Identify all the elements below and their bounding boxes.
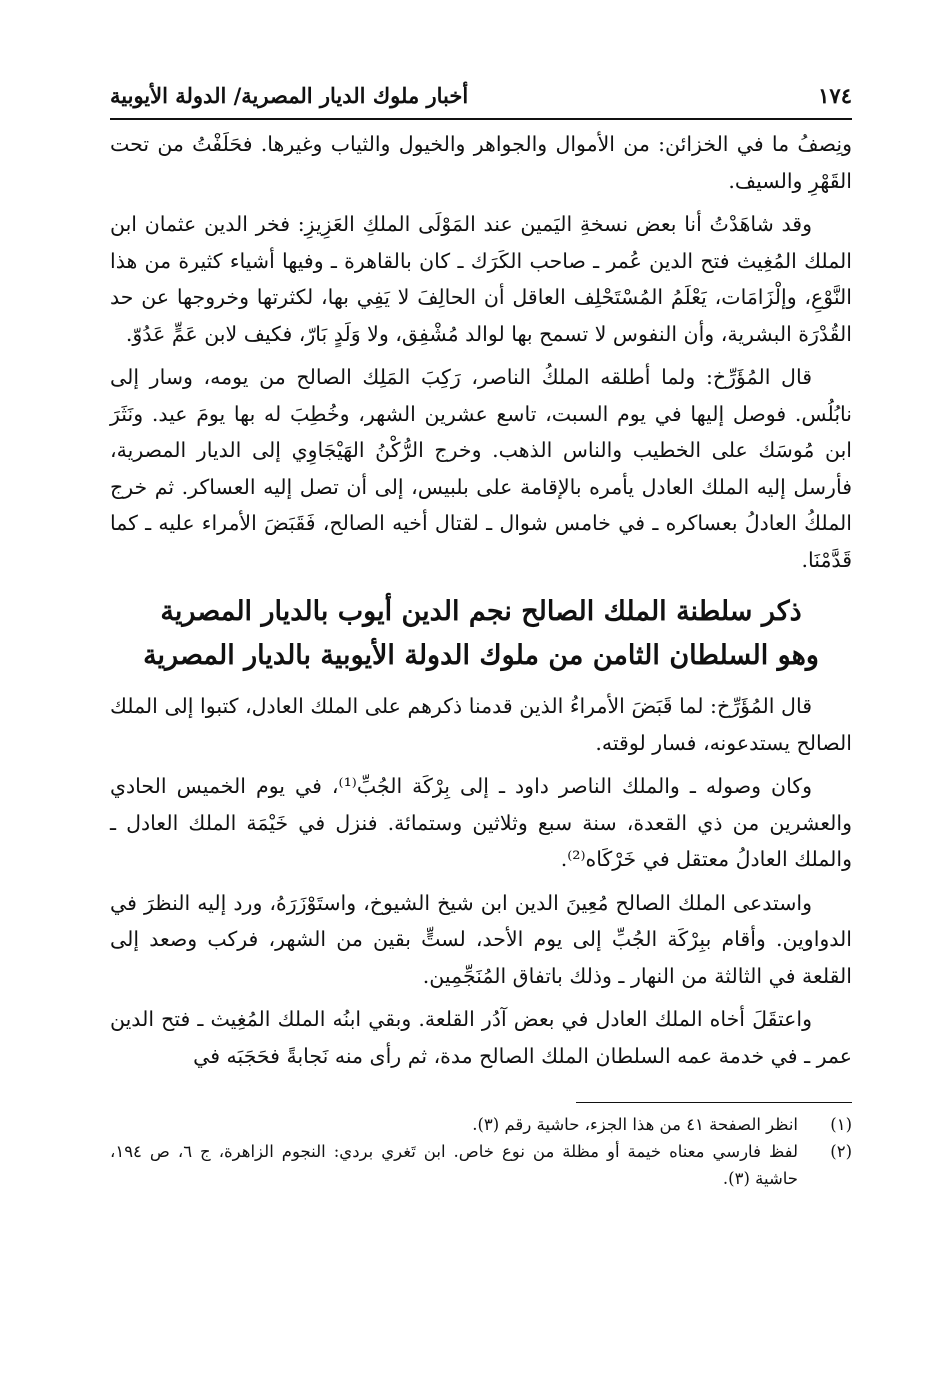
book-page	[110, 78, 852, 1328]
page-number: ١٧٤	[818, 83, 852, 108]
main-text	[110, 126, 852, 1074]
paragraph: قال المُؤَرِّخ: ولما أطلقه الملكُ الناصر، رَكِبَ المَلِك الصالح من يومه، وسار إلى نابُلُس. فوصل إليها في يوم السبت، تاسع عشرين الشهر، وخُطِبَ له بها يومَ عيد. ونَثَرَ ابن مُوسَك على الخطيب والناس الذهب. وخرج الرُّكْنُ الهَيْجَاوِي إلى الديار المصرية، فأرسل إليه الملك العادل يأمره بالإقامة على بلبيس، إلى أن تصل إليه العساكر. ثم خرج الملكُ العادلُ بعساكره ـ في خامس شوال ـ لقتال أخيه الصالح، فَقَبَضَ الأمراء عليه ـ كما قَدَّمْنَا.	[110, 365, 852, 572]
paragraph: وقد شاهَدْتُ أنا بعض نسخةِ اليَمين عند المَوْلَى الملكِ العَزِيزِ: فخر الدين عثمان ابن الملك المُغِيث فتح الدين عُمر ـ صاحب الكَرَك ـ كان بالقاهرة ـ وفيها أشياء كثيرة من هذا النَّوْعِ، وإلْزَامَات، يَعْلَمُ المُسْتَحْلِف العاقل أن الحالِفَ لا يَفِي بها، لكثرتها وخروجها عن حد القُدْرَة البشرية، وأن النفوس لا تسمح بها لوالد مُشْفِق، ولا وَلَدٍ بَارّ، فكيف لابن عَمٍّ عَدُوّ.	[110, 212, 852, 346]
section-heading	[110, 590, 852, 678]
footnotes	[110, 1111, 852, 1192]
footnote-divider	[576, 1102, 852, 1103]
footnote-text: لفظ فارسي معناه خيمة أو مظلة من نوع خاص. ابن تَغري بردي: النجوم الزاهرة، ج ٦، ص ١٩٤، حاشية (٣).	[110, 1142, 799, 1188]
paragraph: ونِصفُ ما في الخزائن: من الأموال والجواهر والخيول والثياب وغيرها. فحَلَفْتُ من تحت القَهْرِ والسيف.	[110, 132, 852, 193]
footnote-number: (١)	[830, 1115, 852, 1134]
running-title: أخبار ملوك الديار المصرية/ الدولة الأيوبية	[110, 83, 469, 108]
paragraph: واستدعى الملك الصالح مُعِينَ الدين ابن شيخ الشيوخ، واستَوْزَرَهُ، ورد إليه النظرَ في الدواوين. وأقام ببِرْكَة الجُبِّ إلى يوم الأحد، لستٍّ بقين من الشهر، فركب وصعد إلى القلعة في الثالثة من النهار ـ وذلك باتفاق المُنَجِّمِين.	[110, 890, 852, 988]
section-heading-line-2: وهو السلطان الثامن من ملوك الدولة الأيوبية بالديار المصرية	[143, 640, 819, 671]
section-heading-line-1: ذكر سلطنة الملك الصالح نجم الدين أيوب بالديار المصرية	[160, 596, 802, 627]
footnote	[110, 1111, 852, 1138]
footnote-text: انظر الصفحة ٤١ من هذا الجزء، حاشية رقم (٣).	[472, 1115, 798, 1134]
paragraph: وكان وصوله ـ والملك الناصر داود ـ إلى بِرْكَة الجُبِّ⁽¹⁾، في يوم الخميس الحادي والعشرين من ذي القعدة، سنة سبع وثلاثين وستمائة. فنزل في خَيْمَة الملك العادل ـ والملك العادلُ معتقل في خَرْكَاه⁽²⁾.	[110, 774, 852, 871]
paragraph: قال المُؤَرِّخ: لما قَبَضَ الأمراءُ الذين قدمنا ذكرهم على الملك العادل، كتبوا إلى الملك الصالح يستدعونه، فسار لوقته.	[110, 694, 852, 755]
footnote	[110, 1138, 852, 1192]
paragraph: واعتقَلَ أخاه الملك العادل في بعض آدُر القلعة. وبقي ابنُه الملك المُغِيث ـ فتح الدين عمر ـ في خدمة عمه السلطان الملك الصالح مدة، ثم رأى منه نَجابةً فحَجَبَه في	[110, 1007, 852, 1068]
footnote-number: (٢)	[830, 1142, 852, 1161]
running-header	[110, 78, 852, 120]
